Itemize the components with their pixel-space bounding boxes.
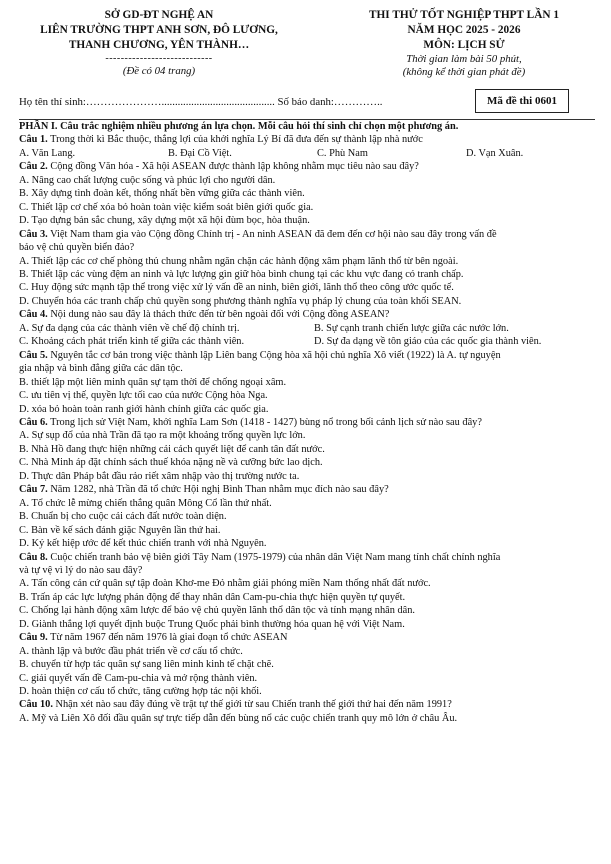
time-note: (không kể thời gian phát đề)	[402, 66, 526, 78]
question-text: Nhận xét nào sau đây đúng về trật tự thế giới từ sau Chiến tranh thế giới thứ hai đến năm 1991?	[52, 699, 452, 711]
option-c: C. Phù Nam	[317, 147, 368, 159]
option-d: D. Vạn Xuân.	[466, 147, 524, 159]
question-text: Cuộc chiến tranh bảo vệ biên giới Tây Nam (1975-1979) của nhân dân Việt Nam mang tính chất chính nghĩa	[47, 551, 501, 563]
option-c: C. Chống lại hành động xâm lược để bảo vệ chủ quyền lãnh thổ dân tộc và tính mạng nhân dân.	[19, 605, 416, 617]
option-b: B. thiết lập một liên minh quân sự tạm thời để chống ngoại xâm.	[19, 376, 287, 388]
exam-code-box: Mã đề thi 0601	[475, 89, 569, 113]
option-a: A. Sự sụp đổ của nhà Trần đã tạo ra một khoảng trống quyền lực lớn.	[19, 430, 306, 442]
subject: MÔN: LỊCH SỬ	[423, 39, 505, 51]
option-c: C. Thiết lập cơ chế xóa bỏ hoàn toàn việc kiểm soát biên giới quốc gia.	[19, 201, 314, 213]
option-c: C. Nhà Minh áp đặt chính sách thuế khóa nặng nề và cưỡng bức lao dịch.	[19, 457, 323, 469]
option-b: B. Trấn áp các lực lượng phản động để thay nhân dân Cam-pu-chia thực hiện quyền tự quyết.	[19, 591, 406, 603]
option-b: B. Sự cạnh tranh chiến lược giữa các nước lớn.	[314, 322, 509, 334]
question-1-options	[19, 147, 595, 160]
option-b: B. Xây dựng tình đoàn kết, thống nhất bền vững giữa các thành viên.	[19, 188, 305, 200]
option-b: B. Chuẩn bị cho cuộc cải cách đất nước toàn diện.	[19, 511, 227, 523]
question-text: Trong lịch sử Việt Nam, khởi nghĩa Lam Sơn (1418 - 1427) bùng nổ trong bối cảnh lịch sử nào sau đây?	[47, 416, 482, 428]
question-text: Nội dung nào sau đây là thách thức đến từ bên ngoài đối với Cộng đồng ASEAN?	[47, 309, 390, 321]
questions	[19, 120, 595, 725]
question-text: Việt Nam tham gia vào Cộng đồng Chính trị - An ninh ASEAN đã đem đến cơ hội nào sau đây trong vấn đề	[47, 228, 497, 240]
question-number: Câu 1.	[19, 134, 48, 146]
question-8	[19, 551, 595, 564]
option-a: A. Nâng cao chất lượng cuộc sống và phúc lợi cho người dân.	[19, 174, 276, 186]
option-d: D. Thực dân Pháp bắt đầu rảo riết xâm nhập vào thị trường nước ta.	[19, 470, 300, 482]
question-10	[19, 698, 595, 711]
option-d: D. xóa bỏ hoàn toàn ranh giới hành chính giữa các quốc gia.	[19, 403, 269, 415]
school-block	[19, 8, 299, 79]
question-number: Câu 4.	[19, 309, 48, 321]
option-b: B. chuyển từ hợp tác quân sự sang liên minh kinh tế chặt chẽ.	[19, 659, 274, 671]
option-a: A. Văn Lang.	[19, 147, 76, 159]
question-number: Câu 5.	[19, 349, 48, 361]
question-number: Câu 2.	[19, 161, 48, 173]
option-c: C. Khoảng cách phát triển kinh tế giữa các thành viên.	[19, 336, 245, 348]
question-6	[19, 416, 595, 429]
option-a: A. Mỹ và Liên Xô đối đầu quân sự trực tiếp dẫn đến bùng nổ các cuộc chiến tranh quy mô lớn ở châu Âu.	[19, 712, 458, 724]
part-heading: PHẦN I. Câu trắc nghiệm nhiều phương án lựa chọn. Mỗi câu hỏi thí sinh chỉ chọn một phương án.	[19, 121, 459, 132]
time-limit: Thời gian làm bài 50 phút,	[406, 53, 522, 65]
option-a: A. thành lập và bước đầu phát triển về cơ cấu tổ chức.	[19, 645, 243, 657]
option-d: D. Sự đa dạng về tôn giáo của các quốc gia thành viên.	[314, 336, 542, 348]
question-text: Nguyên tắc cơ bản trong việc thành lập Liên bang Cộng hòa xã hội chủ nghĩa Xô viết (1922) là A. tự nguyện	[47, 349, 501, 361]
option-b: B. Đại Cồ Việt.	[168, 147, 232, 159]
option-d: D. Chuyển hóa các tranh chấp chủ quyền song phương thành nghĩa vụ pháp lý chung của toàn khối SEAN.	[19, 295, 462, 307]
question-number: Câu 8.	[19, 551, 48, 563]
exam-header	[19, 8, 595, 79]
exam-info-block	[333, 8, 595, 79]
question-1	[19, 133, 595, 146]
exam-title: THI THỬ TỐT NGHIỆP THPT LẦN 1	[368, 9, 559, 21]
option-d: D. Ký kết hiệp ước để kết thúc chiến tranh với nhà Nguyên.	[19, 538, 267, 550]
option-c: C. ưu tiên vị thế, quyền lực tối cao của nước Cộng hòa Nga.	[19, 390, 268, 402]
option-b: B. Thiết lập các vùng đệm an ninh và lực lượng gìn giữ hòa bình chung tại các khu vực đang có tranh chấp.	[19, 268, 464, 280]
candidate-row	[19, 89, 595, 115]
question-text-cont: bảo vệ chủ quyền biển đảo?	[19, 242, 135, 254]
question-number: Câu 7.	[19, 484, 48, 496]
candidate-info-line: Họ tên thí sinh:………………….......................................... Số báo danh:…………..	[19, 96, 383, 108]
question-number: Câu 9.	[19, 632, 48, 644]
question-4-options-cd	[19, 335, 595, 348]
option-a: A. Tấn công cản cứ quân sự tập đoàn Khơ-me Đỏ nhằm giải phóng miền Nam thống nhất đất nước.	[19, 578, 431, 590]
header-divider: ----------------------------	[105, 53, 213, 64]
option-a: A. Tổ chức lễ mừng chiến thắng quân Mông Cổ lần thứ nhất.	[19, 497, 272, 509]
question-text: Từ năm 1967 đến năm 1976 là giai đoạn tổ chức ASEAN	[47, 632, 288, 644]
option-c: C. Bàn về kế sách đánh giặc Nguyên lần thứ hai.	[19, 524, 221, 536]
question-text-cont: gia nhập và bình đẳng giữa các dân tộc.	[19, 363, 183, 375]
option-d: D. hoàn thiện cơ cấu tổ chức, tăng cường hợp tác nội khối.	[19, 686, 262, 698]
question-4	[19, 308, 595, 321]
department-name: SỞ GD-ĐT NGHỆ AN	[104, 9, 214, 21]
question-4-options-ab	[19, 322, 595, 335]
question-3	[19, 228, 595, 241]
question-text: Trong thời kì Bắc thuộc, thắng lợi của khởi nghĩa Lý Bí đã đưa đến sự thành lập nhà nước	[47, 134, 423, 146]
option-c: C. Huy động sức mạnh tập thể trong việc xử lý vấn đề an ninh, biên giới, lãnh thổ theo công ước quốc tế.	[19, 282, 454, 294]
question-number: Câu 10.	[19, 699, 53, 711]
option-d: D. Giành thắng lợi quyết định buộc Trung Quốc phải bình thường hóa quan hệ với Việt Nam.	[19, 618, 405, 630]
school-name-line2: THANH CHƯƠNG, YÊN THÀNH…	[68, 39, 250, 51]
question-number: Câu 3.	[19, 228, 48, 240]
question-number: Câu 6.	[19, 416, 48, 428]
question-text-cont: và tự vệ vì lý do nào sau đây?	[19, 564, 143, 576]
option-b: B. Nhà Hồ đang thực hiện những cải cách quyết liệt để canh tân đất nước.	[19, 443, 325, 455]
option-a: A. Sự đa dạng của các thành viên về chế độ chính trị.	[19, 322, 240, 334]
school-name-line1: LIÊN TRƯỜNG THPT ANH SƠN, ĐÔ LƯƠNG,	[40, 24, 278, 36]
question-text: Năm 1282, nhà Trần đã tổ chức Hội nghị Bình Than nhằm mục đích nào sau đây?	[47, 484, 389, 496]
school-year: NĂM HỌC 2025 - 2026	[407, 24, 521, 36]
question-5	[19, 349, 595, 362]
option-c: C. giải quyết vấn đề Cam-pu-chia và mở rộng thành viên.	[19, 672, 258, 684]
question-9	[19, 631, 595, 644]
question-text: Cộng đồng Văn hóa - Xã hội ASEAN được thành lập không nhằm mục tiêu nào sau đây?	[47, 161, 419, 173]
option-d: D. Tạo dựng bản sắc chung, xây dựng một xã hội đùm bọc, hòa thuận.	[19, 215, 310, 227]
question-7	[19, 483, 595, 496]
option-a: A. Thiết lập các cơ chế phòng thủ chung nhằm ngăn chặn các hành động xâm phạm lãnh thổ từ bên ngoài.	[19, 255, 459, 267]
page-count-note: (Đề có 04 trang)	[122, 65, 196, 77]
question-2	[19, 160, 595, 173]
